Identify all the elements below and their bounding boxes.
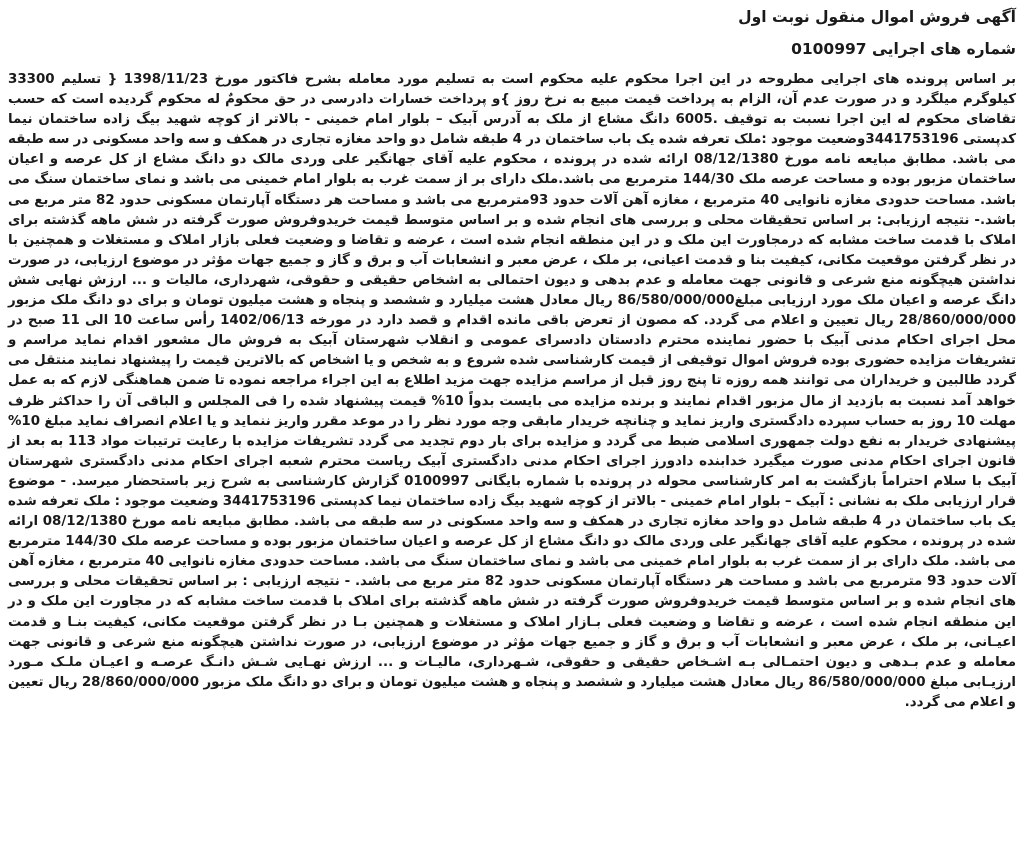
- notice-body: بر اساس پرونده های اجرایی مطروحه در این اجرا محکوم علیه محکوم است به تسلیم مورد معامله بشرح فاکتور مورخ 1398/11/23 { تسلیم 33300 کیلوگرم میلگرد و در صورت عدم آن، الزام به پرداخت قیمت مبیع به نرخ روز }و پرداخت خسارات دادرسی در حق محکومٌ له محکوم گردیده است که حسب تقاضای محکوم له این اجرا نسبت به توقیف .6005 دانگ مشاع از ملک به آدرس آبیک – بلوار امام خمینی - بالاتر از کوچه شهید بیگ زاده ساختمان نیما کدپستی 3441753196وضعیت موجود :ملک تعرفه شده یک باب ساختمان در 4 طبقه شامل دو واحد مغازه تجاری در همکف و سه واحد مسکونی در سه طبقه می باشد. مطابق مبایعه نامه مورخ 08/12/1380 ارائه شده در پرونده ، محکوم علیه آقای جهانگیر علی وردی مالک دو دانگ مشاع از کل عرصه و اعیان ساختمان مزبور بوده و مساحت عرصه ملک 144/30 مترمربع می باشد.ملک دارای بر از سمت غرب به بلوار امام خمینی می باشد و نمای ساختمان سنگ می باشد. مساحت حدودی مغازه نانوایی 40 مترمربع ، مغازه آهن آلات حدود 93مترمربع می باشد و مساحت هر دستگاه آپارتمان مسکونی حدود 82 متر مربع می باشد.- نتیجه ارزیابی: بر اساس تحقیقات محلی و بررسی های انجام شده و بر اساس متوسط قیمت خریدوفروش صورت گرفته در شش ماهه گذشته برای املاک با قدمت ساخت مشابه که درمجاورت این ملک و در این منطقه انجام شده است ، عرضه و تقاضا و وضعیت فعلی بازار املاک و مستغلات و همچنین با در نظر گرفتن موقعیت مکانی، کیفیت بنا و قدمت اعیانی، بر ملک ، عرض معبر و انشعابات آب و برق و گاز و جمیع جهات مؤثر در موضوع ارزیابی، در صورت نداشتن هیچگونه منع شرعی و قانونی جهت معامله و عدم بدهی و دیون احتمالی به اشخاص حقیقی و حقوقی، شهرداری، مالیات و ... ارزش نهایی شش دانگ عرصه و اعیان ملک مورد ارزیابی مبلغ86/580/000/000 ریال معادل هشت میلیارد و ششصد و پنجاه و هشت میلیون تومان و برای دو دانگ ملک مزبور 28/860/000/000 ریال تعیین و اعلام می گردد. که مصون از تعرض باقی مانده اقدام و قصد دارد در مورخه 1402/06/13 رأس ساعت 10 الی 11 صبح در محل اجرای احکام مدنی آبیک با حضور نماینده محترم دادستان دادسرای عمومی و انقلاب شهرستان آبیک به فروش مال مشعور اقدام نماید مراسم و تشریفات مزایده حضوری بوده فروش اموال توقیفی از قیمت کارشناسی شده شروع و به شخص و یا اشخاص که بالاترین قیمت را پیشنهاد نمایند منتقل می گردد طالبین و خریداران می توانند همه روزه تا پنج روز قبل از مراسم مزایده جهت مزید اطلاع به این اجراء مراجعه نموده تا ضمن هماهنگی لازم که به عمل خواهد آمد نسبت به بازدید از مال مزبور اقدام نمایند و برنده مزایده می بایست بدواً 10% قیمت پیشنهاد شده را فی المجلس و الباقی آن را حداکثر ظرف مهلت 10 روز به حساب سپرده دادگستری واریز نماید و چنانچه خریدار مابقی وجه مورد نظر را در موعد مقرر واریز ننماید و یا اعلام انصراف نماید مبلغ 10% پیشنهادی خریدار به نفع دولت جمهوری اسلامی ضبط می گردد و مزایده برای بار دوم تجدید می گردد تشریفات مزایده با رعایت ترتیبات مواد 113 به بعد از قانون اجرای احکام مدنی صورت میگیرد خدابنده دادورز اجرای احکام مدنی دادگستری آبیک ریاست محترم شعبه اجرای احکام مدنی دادگستری شهرستان آبیک با سلام احتراماً بازگشت به امر کارشناسی محوله در پرونده با شماره بایگانی 0100997 گزارش کارشناسی به شرح زیر باستحضار میرسد. - موضوع قرار ارزیابی ملک به نشانی : آبیک – بلوار امام خمینی - بالاتر از کوچه شهید بیگ زاده ساختمان نیما کدپستی 3441753196 وضعیت موجود : ملک تعرفه شده یک باب ساختمان در 4 طبقه شامل دو واحد مغازه تجاری در همکف و سه واحد مسکونی در سه طبقه می باشد. مطابق مبایعه نامه مورخ 08/12/1380 ارائه شده در پرونده ، محکوم علیه آقای جهانگیر علی وردی مالک دو دانگ مشاع از کل عرصه و اعیان ساختمان مزبور بوده و مساحت عرصه ملک 144/30 مترمربع می باشد. ملک دارای بر از سمت غرب به بلوار امام خمینی می باشد و نمای ساختمان سنگ می باشد. مساحت حدودی مغازه نانوایی 40 مترمربع ، مغازه آهن آلات حدود 93 مترمربع می باشد و مساحت هر دستگاه آپارتمان مسکونی حدود 82 متر مربع می باشد. - نتیجه ارزیابی : بر اساس تحقیقات محلی و بررسی های انجام شده و بر اساس متوسط قیمت خریدوفروش صورت گرفته در شش ماهه گذشته برای املاک با قدمت ساخت مشابه که در مجاورت این ملک و در این منطقه انجام شده است ، عرضه و تقاضا و وضعیت فعلی بـازار املاک و مستغلات و همچنین بـا در نظر گرفتن موقعیت مکانی، کیفیت بنـا و قدمت اعیـانی، بر ملک ، عرض معبر و انشعابات آب و برق و گاز و جمیع جهات مؤثر در موضوع ارزیابی، در صورت نداشتن هیچگونه منع شرعی و قانونی جهت معامله و عدم بـدهی و دیون احتمـالی بـه اشـخاص حقیقی و حقوقی، شـهرداری، مالیـات و ... ارزش نهـایی شـش دانـگ عرصـه و اعیـان ملـک مـورد ارزیـابی مبلغ 86/580/000/000 ریال معادل هشت میلیارد و ششصد و پنجاه و هشت میلیون تومان و برای دو دانگ ملک مزبور 28/860/000/000 ریال تعیین و اعلام می گردد.: [8, 72, 1017, 710]
- execution-number: شماره های اجرایی 0100997: [791, 40, 1016, 58]
- notice-title: آگهی فروش اموال منقول نوبت اول: [738, 8, 1016, 26]
